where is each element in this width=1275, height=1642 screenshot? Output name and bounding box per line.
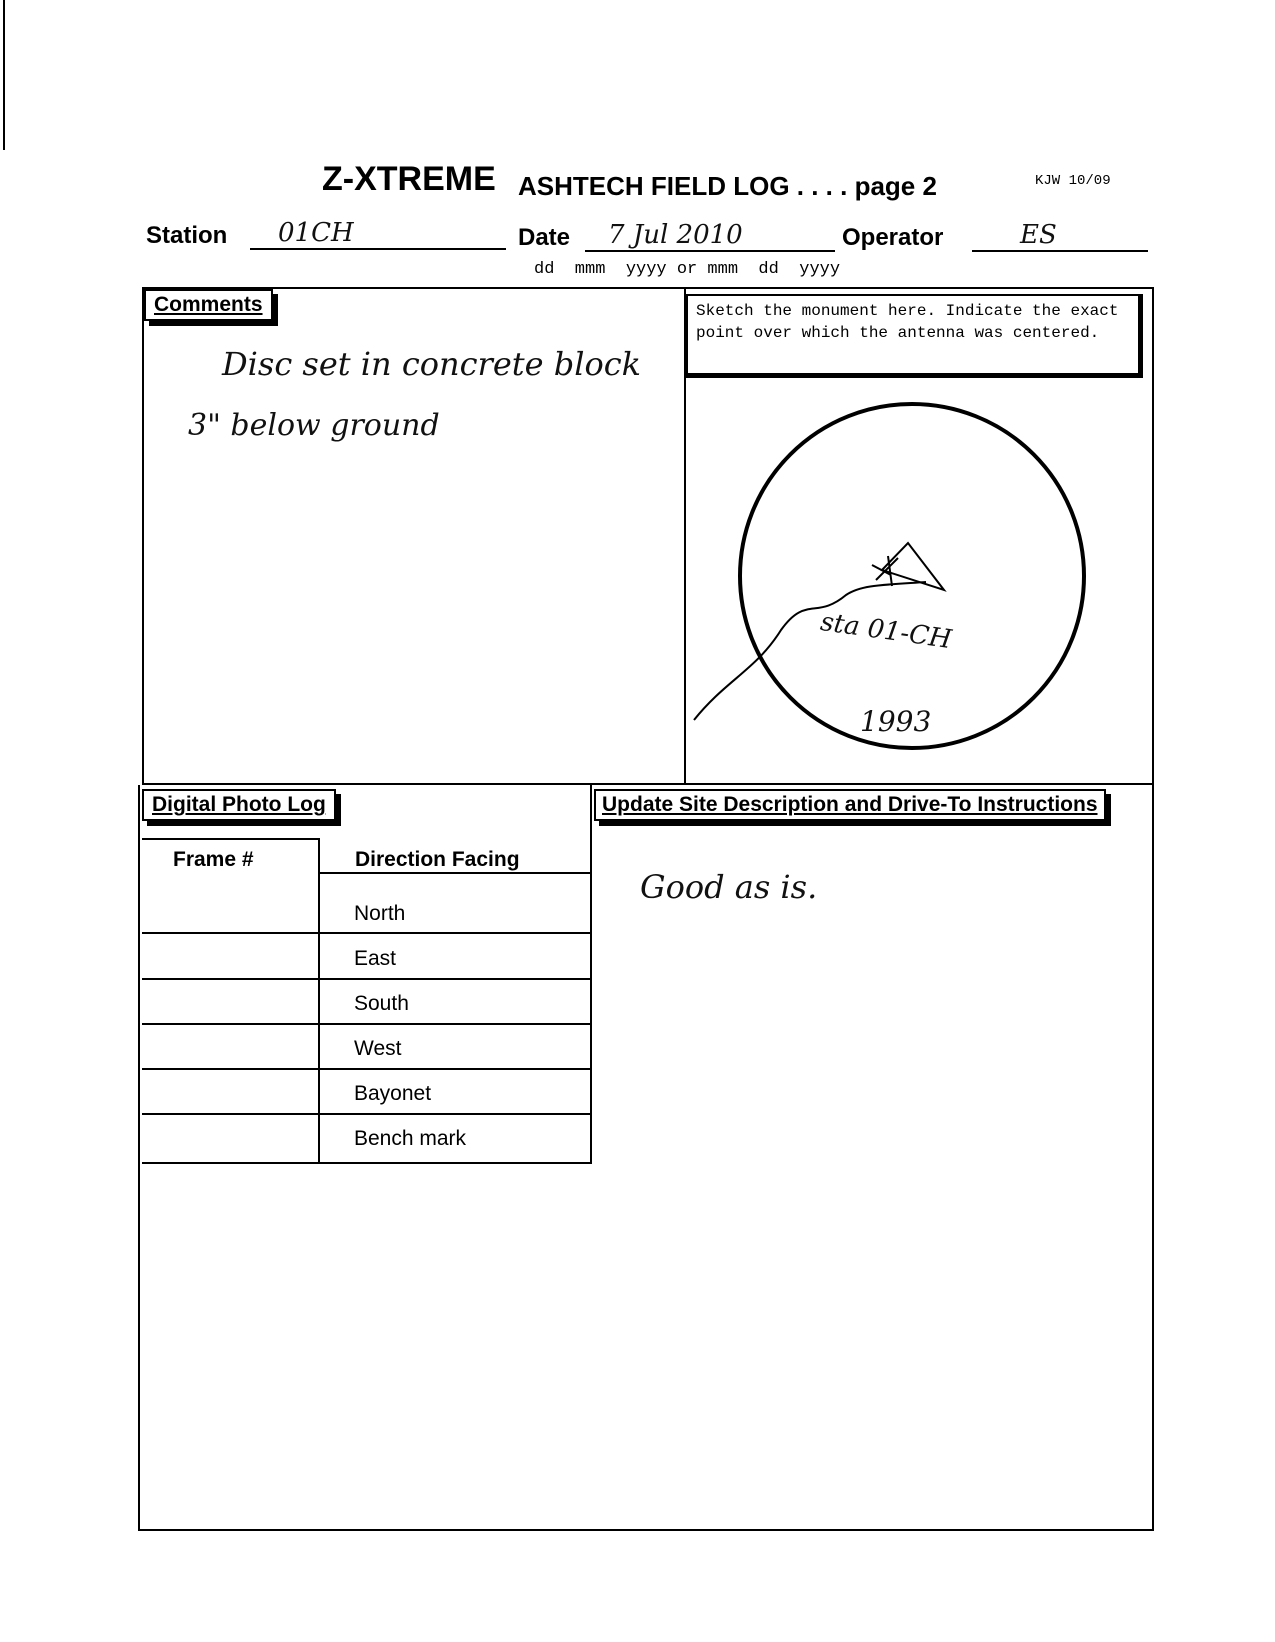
photo-log-tab: Digital Photo Log xyxy=(142,789,336,821)
operator-underline xyxy=(972,250,1148,252)
direction-south: South xyxy=(354,992,409,1015)
photo-log-row-line xyxy=(318,872,592,874)
sketch-instruction-box xyxy=(686,294,1143,378)
frame-column-header: Frame # xyxy=(173,848,254,871)
comments-tab: Comments xyxy=(144,289,273,321)
leader-line xyxy=(694,582,926,720)
comments-line-2[interactable]: 3" below ground xyxy=(188,408,440,443)
version-tag: KJW 10/09 xyxy=(1035,173,1111,189)
comments-line-1[interactable]: Disc set in concrete block xyxy=(222,345,642,383)
update-site-tab: Update Site Description and Drive-To Instructions xyxy=(594,789,1106,821)
photo-log-row-line xyxy=(142,1068,592,1070)
sketch-annotation-station: sta 01-CH xyxy=(818,606,954,656)
form-title: ASHTECH FIELD LOG . . . . page 2 xyxy=(518,171,937,201)
form-brand: Z-XTREME xyxy=(322,160,496,198)
direction-column-header: Direction Facing xyxy=(355,848,520,871)
photo-log-header-line xyxy=(142,838,318,840)
scribble-mark xyxy=(872,556,898,586)
photo-log-row-line xyxy=(142,978,592,980)
photo-log-row-line xyxy=(142,1023,592,1025)
update-site-note[interactable]: Good as is. xyxy=(640,868,818,906)
direction-west: West xyxy=(354,1037,402,1060)
direction-bayonet: Bayonet xyxy=(354,1082,432,1105)
station-value[interactable]: 01CH xyxy=(278,218,354,248)
station-label: Station xyxy=(146,222,228,249)
photo-log-row-line xyxy=(142,1162,592,1164)
photo-log-col-divider xyxy=(318,838,320,1164)
date-label: Date xyxy=(518,224,571,251)
sketch-annotation-year: 1993 xyxy=(860,705,932,738)
direction-east: East xyxy=(354,947,397,970)
monument-circle xyxy=(740,404,1084,748)
direction-north: North xyxy=(354,902,406,925)
station-underline xyxy=(250,248,506,250)
operator-value[interactable]: ES xyxy=(1020,220,1057,250)
photo-log-right-border xyxy=(590,785,592,1164)
scan-margin-mark xyxy=(3,0,5,150)
direction-bench-mark: Bench mark xyxy=(354,1127,467,1150)
photo-log-row-line xyxy=(142,932,592,934)
photo-log-row-line xyxy=(142,1113,592,1115)
sketch-instruction-text: Sketch the monument here. Indicate the exact point over which the antenna was centered. xyxy=(696,302,1119,342)
date-underline xyxy=(585,250,835,252)
date-value[interactable]: 7 Jul 2010 xyxy=(608,220,743,250)
date-format-hint: dd mmm yyyy or mmm dd yyyy xyxy=(534,260,841,279)
operator-label: Operator xyxy=(842,224,944,251)
